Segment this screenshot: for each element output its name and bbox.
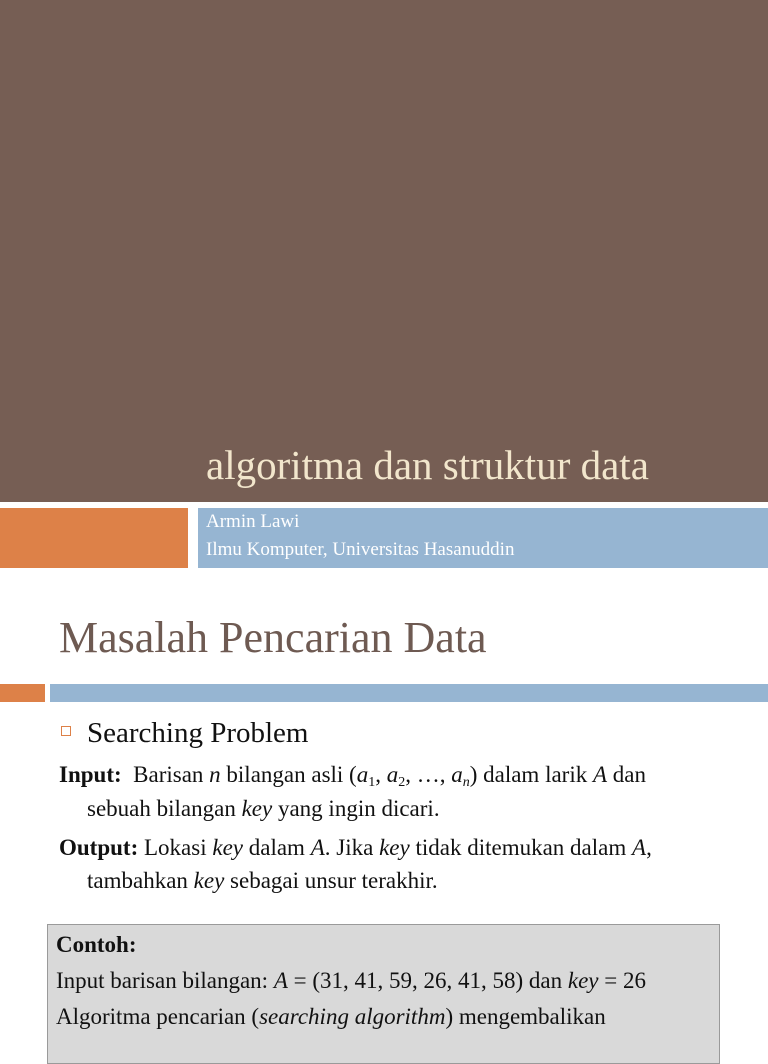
text-run: tidak ditemukan dalam <box>409 835 632 860</box>
math-a: a <box>386 762 399 787</box>
math-A: A <box>310 835 325 860</box>
math-key: key <box>567 968 599 993</box>
math-key: key <box>379 835 410 860</box>
text-run: , <box>375 762 387 787</box>
example-heading-text: Contoh: <box>56 932 137 957</box>
text-run: Lokasi <box>138 835 213 860</box>
math-A: A <box>273 968 288 993</box>
math-A: A <box>592 762 608 787</box>
subscript: 1 <box>368 775 376 790</box>
input-line-1 <box>59 761 646 789</box>
text-run: . Jika <box>324 835 380 860</box>
text-run: , …, <box>405 762 452 787</box>
text-run: yang ingin dicari. <box>272 796 440 821</box>
text-run: dalam <box>243 835 311 860</box>
author-name: Armin Lawi <box>206 511 300 532</box>
example-box <box>47 924 720 1064</box>
text-run: = (31, 41, 59, 26, 41, 58) dan <box>287 968 568 993</box>
section-title: Masalah Pencarian Data <box>59 613 487 662</box>
text-run: bilangan asli ( <box>220 762 357 787</box>
text-run: ) dalam larik <box>469 762 593 787</box>
subscript-n: n <box>462 775 470 790</box>
text-run: tambahkan <box>87 868 194 893</box>
math-A: A <box>632 835 647 860</box>
output-label: Output: <box>59 835 139 860</box>
accent-bar-orange-small <box>0 684 45 702</box>
output-line-2 <box>87 867 438 895</box>
slide-title: algoritma dan struktur data <box>206 442 649 488</box>
math-key: key <box>212 835 243 860</box>
title-slide-background <box>0 0 768 502</box>
text-run: Input barisan bilangan: <box>56 968 274 993</box>
bullet-heading: Searching Problem <box>87 717 309 749</box>
input-line-2 <box>87 795 440 823</box>
math-n: n <box>209 762 221 787</box>
text-run: sebagai unsur terakhir. <box>224 868 438 893</box>
author-affiliation: Ilmu Komputer, Universitas Hasanuddin <box>206 539 515 560</box>
math-key: key <box>241 796 273 821</box>
accent-bar-blue <box>50 684 768 702</box>
text-run: ) mengembalikan <box>445 1004 606 1029</box>
text-run: sebuah bilangan <box>87 796 242 821</box>
text-run: Barisan <box>133 762 210 787</box>
example-heading <box>56 931 137 959</box>
text-run: Algoritma pencarian ( <box>56 1004 260 1029</box>
math-key: key <box>193 868 225 893</box>
input-label: Input: <box>59 762 122 787</box>
accent-bar-orange <box>0 508 188 568</box>
text-run: dan <box>607 762 647 787</box>
example-line-2 <box>56 1003 606 1031</box>
bullet-square-icon <box>61 726 71 736</box>
example-line-1 <box>56 967 646 995</box>
subscript: 2 <box>398 775 406 790</box>
output-line-1 <box>59 834 652 862</box>
text-run: = 26 <box>598 968 646 993</box>
math-algo: searching algorithm <box>259 1004 446 1029</box>
math-a: a <box>356 762 369 787</box>
text-run: , <box>646 835 652 860</box>
math-a: a <box>451 762 463 787</box>
